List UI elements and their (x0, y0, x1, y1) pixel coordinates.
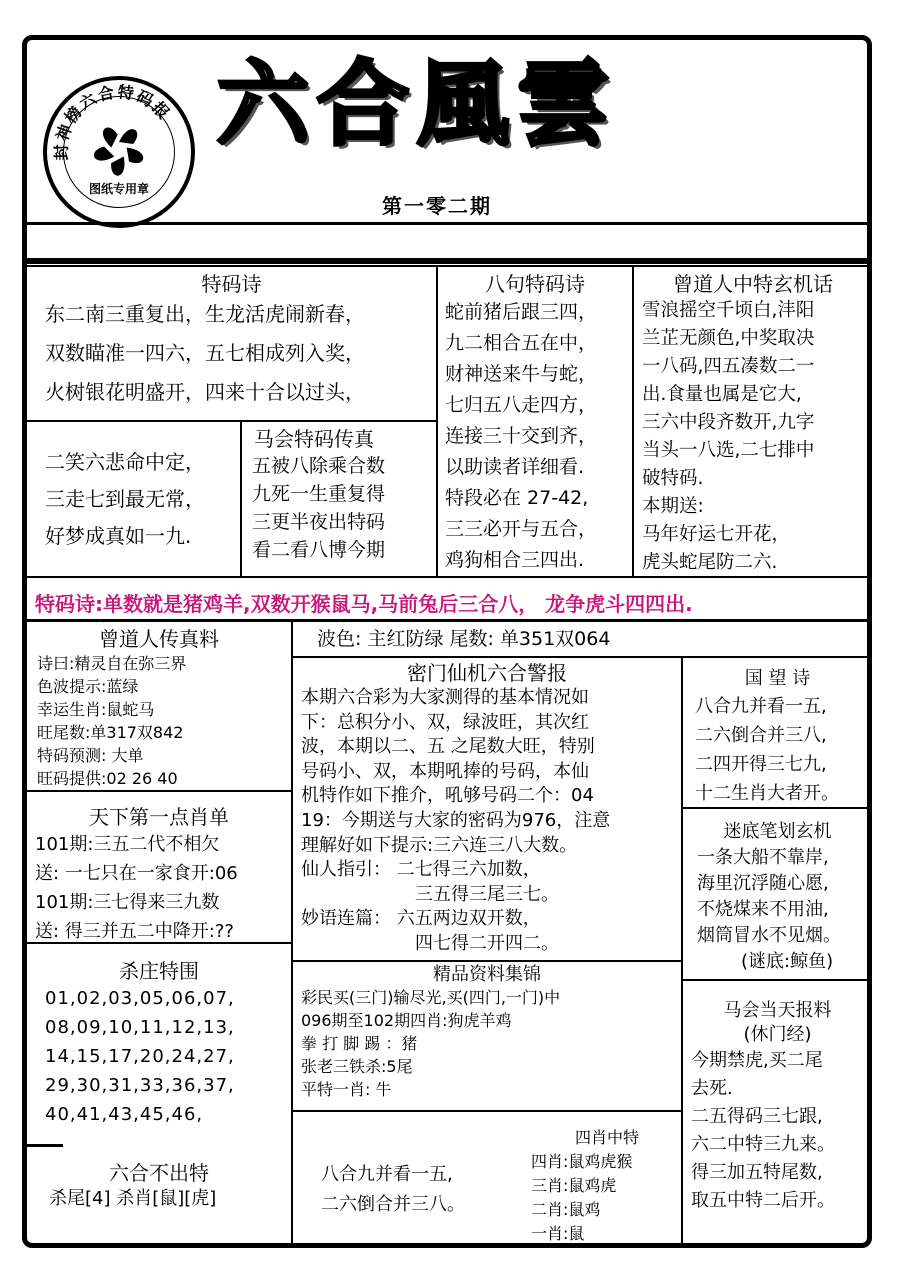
bajue-line: 七归五八走四方， (445, 394, 598, 416)
issue-number: 第一零二期 (382, 194, 492, 218)
mimen-line: 下：总积分小、双，绿波旺，其次红 (301, 711, 589, 733)
stamp-text-arc (47, 80, 191, 224)
poem-line: 三走七到最无常， (45, 487, 205, 511)
bajue-line: 以助读者详细看. (445, 456, 585, 478)
poem-line: 双数瞄准一四六，五七相成列入奖， (45, 341, 365, 365)
shazhuang-line: 01,02,03,05,06,07, (45, 988, 235, 1009)
mahui-today-line: 去死. (691, 1078, 733, 1099)
fax-line: 旺码提供:02 26 40 (37, 769, 178, 788)
tekji-line: 三六中段齐数开,九字 (642, 412, 815, 433)
midi-box (681, 807, 872, 981)
jingpin-line: 096期至102期四肖:狗虎羊鸡 (301, 1011, 512, 1030)
tekji-line: 本期送: (642, 496, 704, 517)
title-mask (219, 158, 779, 188)
guowang-line: 十二生肖大者开。 (695, 783, 839, 804)
mahui-line: 五被八除乘合数 (252, 455, 386, 477)
page-title: 六合風雲 (217, 51, 618, 158)
bahe-line: 八合九并看一五, (321, 1164, 453, 1185)
mimen-line: 妙语连篇： 六五两边双开数， (301, 908, 541, 930)
jingpin-line: 彩民买(三门)输尽光,买(四门,一门)中 (301, 988, 561, 1007)
sixiao-line: 三肖:鼠鸡虎 (531, 1176, 617, 1195)
poem-line: 东二南三重复出，生龙活虎闹新春， (45, 302, 365, 326)
fax-line: 旺尾数:单317双842 (37, 723, 184, 742)
fax-line: 色波提示:蓝绿 (37, 677, 139, 696)
tekji-line: 出.食量也属是它大, (642, 384, 802, 405)
midi-line: 烟筒冒水不见烟。 (697, 925, 841, 946)
bajue-line: 蛇前猪后跟三四， (445, 301, 598, 323)
divider (27, 222, 867, 225)
mimen-title: 密门仙机六合警报 (407, 661, 567, 685)
wave-tail-box (291, 620, 872, 658)
bajue-line: 连接三十交到齐， (445, 425, 598, 447)
buchu-title: 六合不出特 (109, 1161, 209, 1185)
guowang-line: 八合九并看一五, (695, 696, 827, 717)
midi-line: 海里沉浮随心愿, (697, 873, 829, 894)
guowang-title: 国 望 诗 (744, 668, 811, 689)
mahui-today-box (681, 979, 872, 1248)
divider (27, 1144, 63, 1147)
sixiao-line: 二肖:鼠鸡 (531, 1200, 601, 1219)
tekji-line: 当头一八选,二七排中 (642, 440, 815, 461)
tekji-line: 雪浪摇空千顷白,沣阳 (642, 300, 815, 321)
bauhinia-icon (92, 126, 145, 177)
tekji-line: 虎头蛇尾防二六. (642, 552, 778, 573)
shazhuang-box (27, 942, 293, 1128)
tekji-line: 破特码. (642, 468, 704, 489)
zeng-fax-title: 曾道人传真料 (99, 627, 219, 651)
tianxia-title: 天下第一点肖单 (89, 805, 229, 829)
stamp-seal (43, 76, 195, 228)
midi-line: (谜底:鲸鱼) (741, 951, 834, 972)
page-frame (22, 35, 872, 1248)
stamp-top-text: 封神榜六合特码报 (51, 82, 175, 161)
shazhuang-line: 14,15,17,20,24,27, (45, 1046, 235, 1067)
svg-text:封神榜六合特码报 (52, 82, 175, 161)
mimen-line: 机特作如下推介，吼够号码二个：04 (301, 785, 594, 807)
tema-poem-cont-box (27, 420, 242, 578)
pink-tema-line: 特码诗:单数就是猪鸡羊,双数开猴鼠马,马前兔后三合八， 龙争虎斗四四出. (35, 592, 693, 616)
tianxia-line: 送: 得三并五二中降开:?? (35, 921, 234, 942)
bajue-line: 财神送来牛与蛇， (445, 363, 598, 385)
mahui-today-line: 取五中特二后开。 (691, 1190, 835, 1211)
mahui-line: 三更半夜出特码 (252, 511, 386, 533)
fax-line: 特码预测: 大单 (37, 746, 144, 765)
jingpin-line: 张老三铁杀:5尾 (301, 1057, 413, 1076)
tekji-line: 马年好运七开花， (642, 524, 791, 545)
bajue-line: 九二相合五在中， (445, 332, 598, 354)
bahe-line: 二六倒合并三八。 (321, 1194, 465, 1215)
buchu-line: 杀尾[4] 杀肖[鼠][虎] (49, 1188, 217, 1209)
wave-tail-text: 波色: 主红防绿 尾数: 单351双064 (317, 628, 611, 650)
mimen-line: 理解好如下提示:三六连三八大数。 (301, 834, 578, 856)
mahui-today-subtitle: (休门经) (743, 1024, 812, 1045)
poem-line: 二笑六悲命中定， (45, 450, 205, 474)
tekji-line: 一八码,四五凑数二一 (642, 356, 815, 377)
mahui-today-line: 得三加五特尾数, (691, 1162, 823, 1183)
mimen-box (291, 656, 683, 962)
mahui-fax-box (240, 420, 438, 578)
shazhuang-title: 杀庄特围 (119, 959, 199, 983)
sixiao-line: 一肖:鼠 (531, 1224, 585, 1243)
tema-poem-box (27, 265, 438, 422)
tema-poem-title: 特码诗 (201, 272, 262, 296)
midi-title: 迷底笔划玄机 (723, 821, 832, 842)
shazhuang-line: 29,30,31,33,36,37, (45, 1075, 235, 1096)
jingpin-box (291, 960, 683, 1112)
shazhuang-line: 40,41,43,45,46, (45, 1104, 204, 1125)
stamp-bottom-text: 图纸专用章 (88, 182, 149, 196)
mimen-line: 号码小、双，本期吼捧的号码，本仙 (301, 760, 589, 782)
bottom-mid-box (291, 1110, 683, 1248)
mahui-line: 九死一生重复得 (252, 483, 386, 505)
mimen-line: 19：今期送与大家的密码为976，注意 (301, 809, 611, 831)
mahui-line: 看二看八博今期 (252, 539, 386, 561)
bajue-line: 三三必开与五合， (445, 518, 598, 540)
mimen-line: 四七得二开四二。 (415, 932, 559, 954)
bajue-title: 八句特码诗 (485, 272, 585, 296)
sixiao-title: 四肖中特 (575, 1128, 640, 1147)
tianxia-box (27, 790, 293, 944)
midi-line: 不烧煤来不用油, (697, 899, 829, 920)
guowang-line: 二四开得三七九, (695, 754, 827, 775)
mahui-fax-title: 马会特码传真 (254, 427, 374, 451)
tianxia-line: 101期:三五二代不相欠 (35, 834, 220, 855)
poem-line: 火树银花明盛开，四来十合以过头， (45, 380, 365, 404)
zeng-tekji-title: 曾道人中特玄机话 (673, 272, 833, 296)
bajue-line: 鸡狗相合三四出. (445, 549, 585, 571)
zeng-tekji-box (632, 265, 872, 578)
buchu-box (27, 1154, 293, 1248)
mahui-today-line: 六二中特三九来。 (691, 1134, 835, 1155)
midi-line: 一条大船不靠岸, (697, 847, 829, 868)
mahui-today-line: 二五得码三七跟, (691, 1106, 823, 1127)
shazhuang-line: 08,09,10,11,12,13, (45, 1017, 235, 1038)
sixiao-line: 四肖:鼠鸡虎猴 (531, 1152, 633, 1171)
bajue-box (436, 265, 634, 578)
jingpin-line: 平特一肖: 牛 (301, 1080, 392, 1099)
jingpin-title: 精品资料集锦 (433, 964, 541, 985)
guowang-box (681, 656, 872, 809)
fax-line: 幸运生肖:鼠蛇马 (37, 700, 155, 719)
divider (27, 258, 867, 264)
mimen-line: 仙人指引： 二七得三六加数， (301, 859, 541, 881)
mimen-line: 波，本期以二、五 之尾数大旺，特别 (301, 736, 595, 758)
guowang-line: 二六倒合并三八, (695, 725, 827, 746)
mahui-today-title: 马会当天报料 (723, 1000, 832, 1021)
tekji-line: 兰芷无颜色,中奖取决 (642, 328, 815, 349)
tianxia-line: 送: 一七只在一家食开:06 (35, 863, 238, 884)
mimen-line: 三五得三尾三七。 (415, 883, 559, 905)
mahui-today-line: 今期禁虎,买二尾 (691, 1050, 823, 1071)
fax-line: 诗曰:精灵自在弥三界 (37, 654, 187, 673)
tianxia-line: 101期:三七得来三九数 (35, 892, 220, 913)
poem-line: 好梦成真如一九. (45, 524, 192, 548)
bajue-line: 特段必在 27-42, (445, 487, 589, 509)
zeng-fax-box (27, 620, 293, 792)
jingpin-line: 拳 打 脚 踢 ：猪 (301, 1034, 418, 1053)
mimen-line: 本期六合彩为大家测得的基本情况如 (301, 687, 589, 708)
